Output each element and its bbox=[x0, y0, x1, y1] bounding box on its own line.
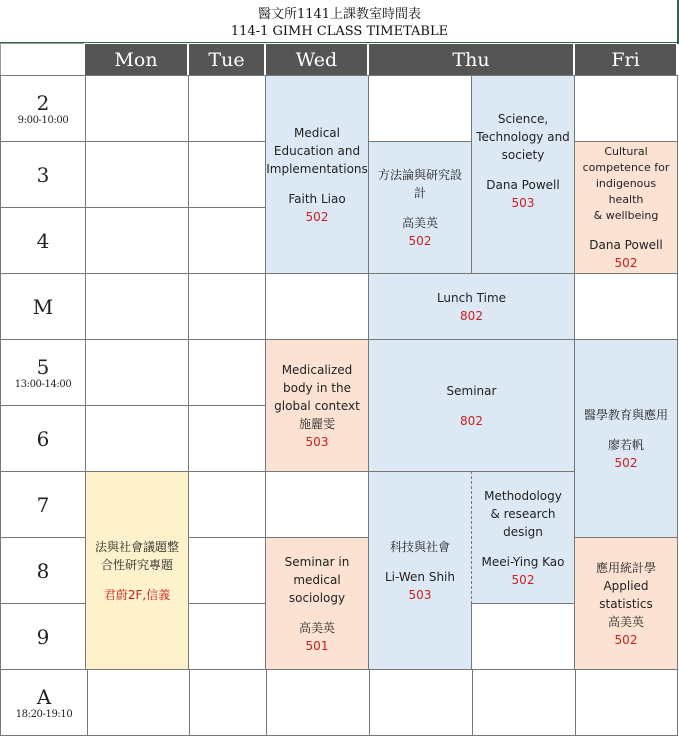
period-7 bbox=[0, 471, 86, 538]
empty-cell bbox=[188, 141, 266, 208]
class-instructor: 高美英 bbox=[401, 215, 438, 230]
period-label: 3 bbox=[36, 162, 50, 187]
class-block-medicalized-body[interactable] bbox=[265, 339, 369, 472]
period-time: 13:00-14:00 bbox=[14, 378, 72, 390]
class-title: Lunch Time bbox=[436, 290, 507, 305]
empty-cell bbox=[188, 273, 266, 340]
class-room: 502 bbox=[511, 572, 535, 587]
timetable-title bbox=[0, 0, 679, 44]
class-block-law-society[interactable] bbox=[85, 471, 189, 670]
period-label: 9 bbox=[36, 624, 50, 649]
class-block-seminar-sociology[interactable] bbox=[265, 537, 369, 670]
empty-cell bbox=[368, 75, 472, 142]
class-title: medical bbox=[293, 572, 341, 587]
period-label: 6 bbox=[36, 426, 50, 451]
header-wed: Wed bbox=[265, 43, 368, 76]
empty-cell bbox=[85, 339, 189, 406]
class-title: Technology and bbox=[476, 130, 570, 144]
class-room: 502 bbox=[614, 632, 638, 647]
header-tue: Tue bbox=[188, 43, 265, 76]
class-block-medical-education-zh[interactable] bbox=[574, 339, 678, 538]
empty-cell bbox=[472, 669, 576, 736]
title-chinese: 醫文所1141上課教室時間表 bbox=[257, 7, 422, 22]
class-title: society bbox=[501, 148, 545, 162]
class-block-lunch-time[interactable] bbox=[368, 273, 575, 340]
class-title: 醫學教育與應用 bbox=[583, 407, 668, 422]
header-fri: Fri bbox=[574, 43, 677, 76]
class-block-methodology-research[interactable] bbox=[471, 471, 575, 604]
class-instructor: Dana Powell bbox=[589, 237, 663, 252]
period-5 bbox=[0, 339, 86, 406]
empty-cell bbox=[188, 75, 266, 142]
class-title: body in the bbox=[283, 380, 351, 395]
empty-cell bbox=[471, 603, 575, 670]
class-title: Cultural bbox=[604, 144, 648, 158]
class-instructor: Dana Powell bbox=[486, 178, 560, 192]
empty-cell bbox=[574, 273, 678, 340]
class-title: statistics bbox=[599, 596, 653, 611]
class-title: Seminar in bbox=[284, 554, 350, 569]
header-thu: Thu bbox=[368, 43, 574, 76]
empty-cell bbox=[189, 669, 267, 736]
header-mon: Mon bbox=[84, 43, 188, 76]
period-label: 7 bbox=[36, 492, 50, 517]
class-instructor: 高美英 bbox=[298, 620, 335, 635]
period-m bbox=[0, 273, 86, 340]
class-title: & research bbox=[490, 506, 556, 521]
empty-cell bbox=[188, 603, 266, 670]
class-room: 501 bbox=[305, 638, 329, 653]
empty-cell bbox=[85, 75, 189, 142]
period-label: 8 bbox=[36, 558, 50, 583]
period-6 bbox=[0, 405, 86, 472]
class-title: 方法論與研究設 bbox=[377, 167, 462, 182]
class-block-cultural-competence[interactable] bbox=[574, 141, 678, 274]
class-room: 502 bbox=[614, 255, 638, 270]
period-label: A bbox=[36, 684, 52, 709]
class-block-science-technology[interactable] bbox=[471, 75, 575, 274]
class-instructor: Meei-Ying Kao bbox=[481, 554, 565, 569]
empty-cell bbox=[188, 339, 266, 406]
title-english: 114-1 GIMH CLASS TIMETABLE bbox=[230, 24, 449, 39]
class-instructor: 廖若帆 bbox=[607, 437, 644, 452]
class-title: Applied bbox=[603, 578, 649, 593]
empty-cell bbox=[574, 75, 678, 142]
period-3 bbox=[0, 141, 86, 208]
corner-cell bbox=[0, 43, 86, 76]
empty-cell bbox=[85, 207, 189, 274]
class-instructor: 施麗雯 bbox=[298, 416, 335, 431]
class-title: Science, bbox=[497, 112, 549, 126]
empty-cell bbox=[575, 669, 678, 736]
class-title: indigenous health bbox=[595, 176, 657, 206]
class-instructor: Faith Liao bbox=[288, 191, 346, 206]
class-title: Medical bbox=[294, 125, 340, 140]
period-label: 2 bbox=[36, 90, 50, 115]
class-room: 802 bbox=[460, 413, 483, 428]
empty-cell bbox=[85, 141, 189, 208]
class-title: competence for bbox=[582, 160, 670, 174]
period-9 bbox=[0, 603, 86, 670]
class-title: sociology bbox=[288, 590, 346, 605]
class-title: & wellbeing bbox=[593, 208, 659, 222]
class-title: Implementations bbox=[266, 161, 368, 176]
class-room: 502 bbox=[305, 209, 329, 224]
empty-cell bbox=[85, 273, 189, 340]
class-title: global context bbox=[274, 398, 360, 413]
empty-cell bbox=[265, 273, 369, 340]
empty-cell bbox=[188, 207, 266, 274]
class-room: 503 bbox=[305, 434, 329, 449]
empty-cell bbox=[266, 669, 370, 736]
period-label: 5 bbox=[36, 354, 50, 379]
class-room: 503 bbox=[511, 196, 535, 210]
class-room: 802 bbox=[460, 308, 483, 323]
class-title: Medicalized bbox=[281, 362, 353, 377]
class-room: 502 bbox=[614, 455, 638, 470]
class-title: 應用統計學 bbox=[595, 560, 656, 575]
class-title: 法與社會議題整 bbox=[94, 539, 179, 554]
class-title: 合性研究專題 bbox=[100, 557, 173, 572]
period-2 bbox=[0, 75, 86, 142]
empty-cell bbox=[188, 537, 266, 604]
class-block-medical-education[interactable] bbox=[265, 75, 369, 274]
period-label: 4 bbox=[36, 228, 50, 253]
empty-cell bbox=[265, 471, 369, 538]
class-title: design bbox=[503, 524, 543, 539]
class-title: 科技與社會 bbox=[389, 539, 450, 554]
empty-cell bbox=[87, 669, 190, 736]
class-title: 計 bbox=[413, 185, 426, 200]
class-block-methodology-zh[interactable] bbox=[368, 141, 472, 274]
class-instructor: Li-Wen Shih bbox=[385, 569, 455, 584]
empty-cell bbox=[369, 669, 473, 736]
class-block-technology-society[interactable] bbox=[368, 471, 472, 670]
period-a bbox=[0, 669, 88, 736]
period-time: 9:00-10:00 bbox=[17, 114, 69, 126]
empty-cell bbox=[85, 405, 189, 472]
class-room: 君蔚2F,信義 bbox=[103, 587, 171, 602]
class-room: 503 bbox=[408, 587, 432, 602]
class-title: Seminar bbox=[446, 383, 497, 398]
class-instructor: 高美英 bbox=[607, 614, 644, 629]
period-8 bbox=[0, 537, 86, 604]
empty-cell bbox=[188, 405, 266, 472]
period-label: M bbox=[32, 294, 54, 319]
period-time: 18:20-19:10 bbox=[15, 708, 73, 720]
class-block-applied-statistics[interactable] bbox=[574, 537, 678, 670]
empty-cell bbox=[188, 471, 266, 538]
class-block-seminar[interactable] bbox=[368, 339, 575, 472]
period-4 bbox=[0, 207, 86, 274]
class-title: Methodology bbox=[484, 488, 562, 503]
class-room: 502 bbox=[408, 233, 432, 248]
class-title: Education and bbox=[273, 143, 361, 158]
